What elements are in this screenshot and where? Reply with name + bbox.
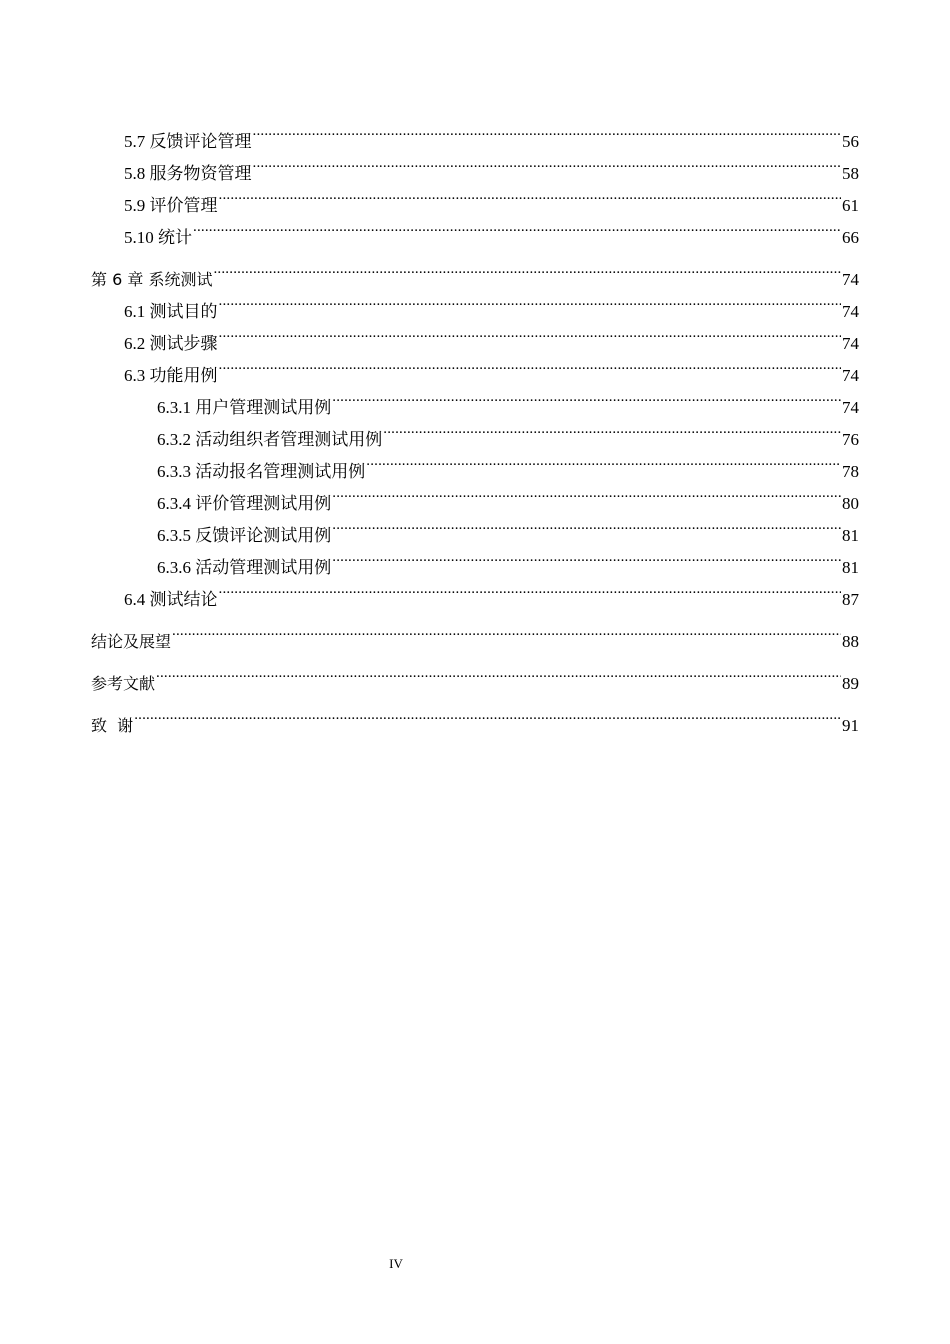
toc-entry-title: 6.3 功能用例 [124, 366, 218, 385]
toc-entry-page: 81 [842, 526, 859, 545]
toc-dot-leader [253, 147, 842, 179]
toc-entry-title: 6.2 测试步骤 [124, 334, 218, 353]
toc-entry-page: 61 [842, 196, 859, 215]
toc-entry-title: 致 谢 [91, 716, 134, 735]
toc-entry-5-7[interactable] [91, 115, 859, 151]
toc-entry-page: 66 [842, 228, 859, 247]
toc-dot-leader [253, 115, 842, 147]
toc-entry-title: 6.3.1 用户管理测试用例 [157, 398, 332, 417]
toc-entry-page: 74 [842, 270, 859, 289]
toc-entry-title: 5.9 评价管理 [124, 196, 218, 215]
toc-entry-title: 6.3.6 活动管理测试用例 [157, 558, 332, 577]
toc-entry-page: 78 [842, 462, 859, 481]
toc-entry-title: 6.3.2 活动组织者管理测试用例 [157, 430, 383, 449]
toc-dot-leader [332, 381, 841, 413]
toc-dot-leader [219, 573, 842, 605]
toc-entry-title: 第 6 章 系统测试 [91, 270, 213, 289]
toc-entry-page: 56 [842, 132, 859, 151]
toc-entry-title: 5.8 服务物资管理 [124, 164, 252, 183]
toc-dot-leader [366, 445, 841, 477]
toc-entry-page: 74 [842, 398, 859, 417]
toc-entry-title: 6.1 测试目的 [124, 302, 218, 321]
toc-entry-references[interactable] [91, 657, 859, 693]
toc-dot-leader [172, 615, 841, 647]
toc-entry-5-10[interactable] [91, 211, 859, 247]
toc-entry-acknowledgements[interactable] [91, 699, 859, 735]
toc-dot-leader [332, 541, 841, 573]
toc-entry-page: 89 [842, 674, 859, 693]
toc-entry-conclusion[interactable] [91, 615, 859, 651]
toc-entry-page: 74 [842, 334, 859, 353]
toc-entry-page: 91 [842, 716, 859, 735]
toc-entry-page: 80 [842, 494, 859, 513]
toc-dot-leader [219, 349, 842, 381]
toc-dot-leader [193, 211, 841, 243]
toc-entry-title: 结论及展望 [91, 632, 172, 651]
table-of-contents [91, 115, 859, 735]
toc-entry-page: 87 [842, 590, 859, 609]
toc-entry-title: 6.3.3 活动报名管理测试用例 [157, 462, 366, 481]
toc-dot-leader [332, 477, 841, 509]
toc-dot-leader [383, 413, 841, 445]
page-number: IV [389, 1256, 403, 1271]
toc-entry-chapter-6[interactable] [91, 253, 859, 289]
toc-entry-title: 5.10 统计 [124, 228, 192, 247]
toc-dot-leader [134, 699, 841, 731]
toc-entry-page: 74 [842, 366, 859, 385]
toc-entry-title: 6.3.4 评价管理测试用例 [157, 494, 332, 513]
toc-entry-page: 88 [842, 632, 859, 651]
toc-dot-leader [219, 285, 842, 317]
toc-dot-leader [219, 179, 842, 211]
toc-entry-page: 81 [842, 558, 859, 577]
toc-entry-page: 74 [842, 302, 859, 321]
toc-entry-title: 5.7 反馈评论管理 [124, 132, 252, 151]
toc-dot-leader [219, 317, 842, 349]
toc-dot-leader [213, 253, 841, 285]
toc-entry-title: 参考文献 [91, 674, 156, 693]
toc-dot-leader [332, 509, 841, 541]
toc-dot-leader [156, 657, 841, 689]
toc-entry-title: 6.4 测试结论 [124, 590, 218, 609]
toc-entry-page: 58 [842, 164, 859, 183]
toc-entry-page: 76 [842, 430, 859, 449]
toc-entry-title: 6.3.5 反馈评论测试用例 [157, 526, 332, 545]
